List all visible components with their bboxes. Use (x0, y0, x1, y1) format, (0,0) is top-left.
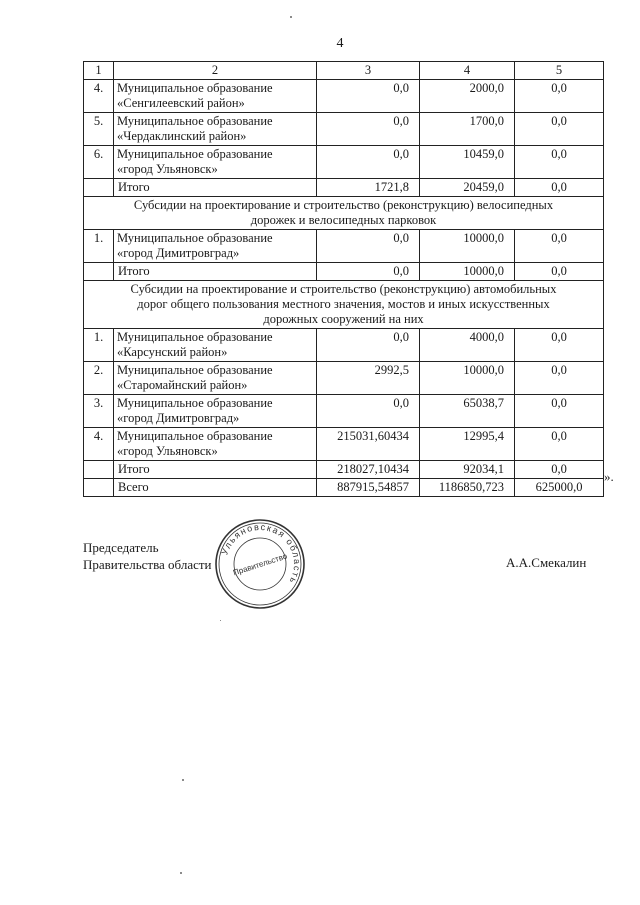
value-col3: 0,0 (317, 329, 420, 362)
section-heading (84, 281, 604, 329)
municipality-name-line: «Сенгилеевский район» (117, 96, 245, 110)
municipality-name (114, 329, 317, 362)
row-number: 3. (84, 395, 114, 428)
table-row (84, 113, 604, 146)
seal-outer-text: Ульяновская область (219, 521, 303, 587)
value-col4: 10459,0 (420, 146, 515, 179)
municipality-name-line: Муниципальное образование (117, 429, 273, 443)
municipality-name-line: Муниципальное образование (117, 114, 273, 128)
value-col4: 65038,7 (420, 395, 515, 428)
row-number (84, 461, 114, 479)
value-col3: 0,0 (317, 230, 420, 263)
value-col4: 2000,0 (420, 80, 515, 113)
municipality-name (114, 113, 317, 146)
municipality-name (114, 461, 317, 479)
table-header-row (84, 62, 604, 80)
value-col5: 0,0 (515, 362, 604, 395)
row-number: 1. (84, 329, 114, 362)
municipality-name-line: «город Ульяновск» (117, 444, 218, 458)
value-col5: 0,0 (515, 80, 604, 113)
total-row (84, 179, 604, 197)
section-heading-line: Субсидии на проектирование и строительство (реконструкцию) автомобильных (130, 282, 557, 296)
table-row (84, 395, 604, 428)
table-row (84, 428, 604, 461)
municipality-name (114, 263, 317, 281)
row-number: 6. (84, 146, 114, 179)
table-row (84, 146, 604, 179)
row-number: 5. (84, 113, 114, 146)
municipality-name (114, 230, 317, 263)
value-col4: 1700,0 (420, 113, 515, 146)
total-row (84, 479, 604, 497)
value-col4: 10000,0 (420, 263, 515, 281)
section-heading-line: дорожек и велосипедных парковок (250, 213, 437, 227)
section-heading-line: дорог общего пользования местного значения, мостов и иных искусственных (137, 297, 550, 311)
value-col5: 0,0 (515, 146, 604, 179)
value-col5: 0,0 (515, 461, 604, 479)
value-col3: 0,0 (317, 146, 420, 179)
column-header: 2 (114, 62, 317, 80)
municipality-name-line: Муниципальное образование (117, 147, 273, 161)
municipality-name (114, 479, 317, 497)
municipality-name-line: «город Димитровград» (117, 246, 240, 260)
municipality-name (114, 428, 317, 461)
municipality-name (114, 179, 317, 197)
value-col3: 0,0 (317, 395, 420, 428)
municipality-name-line: Муниципальное образование (117, 396, 273, 410)
value-col3: 218027,10434 (317, 461, 420, 479)
municipality-name-line: Муниципальное образование (117, 330, 273, 344)
signature-title-line1: Председатель (83, 540, 159, 555)
municipality-name-line: Итого (118, 264, 150, 278)
table-row (84, 362, 604, 395)
value-col5: 625000,0 (515, 479, 604, 497)
value-col4: 92034,1 (420, 461, 515, 479)
column-header: 3 (317, 62, 420, 80)
value-col3: 215031,60434 (317, 428, 420, 461)
value-col5: 0,0 (515, 428, 604, 461)
closing-quote: ». (604, 469, 614, 484)
row-number (84, 179, 114, 197)
table-row (84, 230, 604, 263)
municipality-name-line: Итого (118, 180, 150, 194)
column-header: 4 (420, 62, 515, 80)
municipality-name (114, 395, 317, 428)
total-row (84, 461, 604, 479)
official-seal-icon (214, 518, 306, 610)
value-col4: 20459,0 (420, 179, 515, 197)
value-col5: 0,0 (515, 113, 604, 146)
value-col4: 1186850,723 (420, 479, 515, 497)
value-col5: 0,0 (515, 179, 604, 197)
section-heading (84, 197, 604, 230)
municipality-name-line: «Чердаклинский район» (117, 129, 247, 143)
value-col4: 12995,4 (420, 428, 515, 461)
value-col3: 0,0 (317, 263, 420, 281)
value-col3: 0,0 (317, 113, 420, 146)
section-heading-row (84, 197, 604, 230)
row-number (84, 479, 114, 497)
municipality-name-line: «город Димитровград» (117, 411, 240, 425)
section-heading-line: Субсидии на проектирование и строительство (реконструкцию) велосипедных (133, 198, 554, 212)
value-col5: 0,0 (515, 263, 604, 281)
value-col4: 10000,0 (420, 362, 515, 395)
municipality-name-line: Итого (118, 462, 150, 476)
seal-inner-text: Правительство (232, 551, 289, 578)
value-col3: 887915,54857 (317, 479, 420, 497)
row-number: 1. (84, 230, 114, 263)
municipality-name-line: Всего (118, 480, 149, 494)
row-number: 2. (84, 362, 114, 395)
value-col3: 2992,5 (317, 362, 420, 395)
municipality-name-line: Муниципальное образование (117, 363, 273, 377)
value-col3: 0,0 (317, 80, 420, 113)
subsidy-table (83, 61, 604, 497)
signature-title-line2: Правительства области (83, 557, 212, 572)
municipality-name (114, 362, 317, 395)
value-col4: 4000,0 (420, 329, 515, 362)
municipality-name-line: «Карсунский район» (117, 345, 228, 359)
value-col5: 0,0 (515, 230, 604, 263)
value-col4: 10000,0 (420, 230, 515, 263)
table-row (84, 80, 604, 113)
table-row (84, 329, 604, 362)
municipality-name-line: «Старомайнский район» (117, 378, 248, 392)
column-header: 5 (515, 62, 604, 80)
municipality-name (114, 80, 317, 113)
municipality-name-line: Муниципальное образование (117, 231, 273, 245)
section-heading-row (84, 281, 604, 329)
value-col3: 1721,8 (317, 179, 420, 197)
row-number: 4. (84, 80, 114, 113)
signature-title (83, 539, 212, 573)
total-row (84, 263, 604, 281)
value-col5: 0,0 (515, 395, 604, 428)
column-header: 1 (84, 62, 114, 80)
municipality-name-line: «город Ульяновск» (117, 162, 218, 176)
row-number (84, 263, 114, 281)
row-number: 4. (84, 428, 114, 461)
signer-name: А.А.Смекалин (506, 555, 587, 570)
municipality-name-line: Муниципальное образование (117, 81, 273, 95)
page-number: 4 (336, 36, 344, 51)
value-col5: 0,0 (515, 329, 604, 362)
municipality-name (114, 146, 317, 179)
section-heading-line: дорожных сооружений на них (263, 312, 424, 326)
